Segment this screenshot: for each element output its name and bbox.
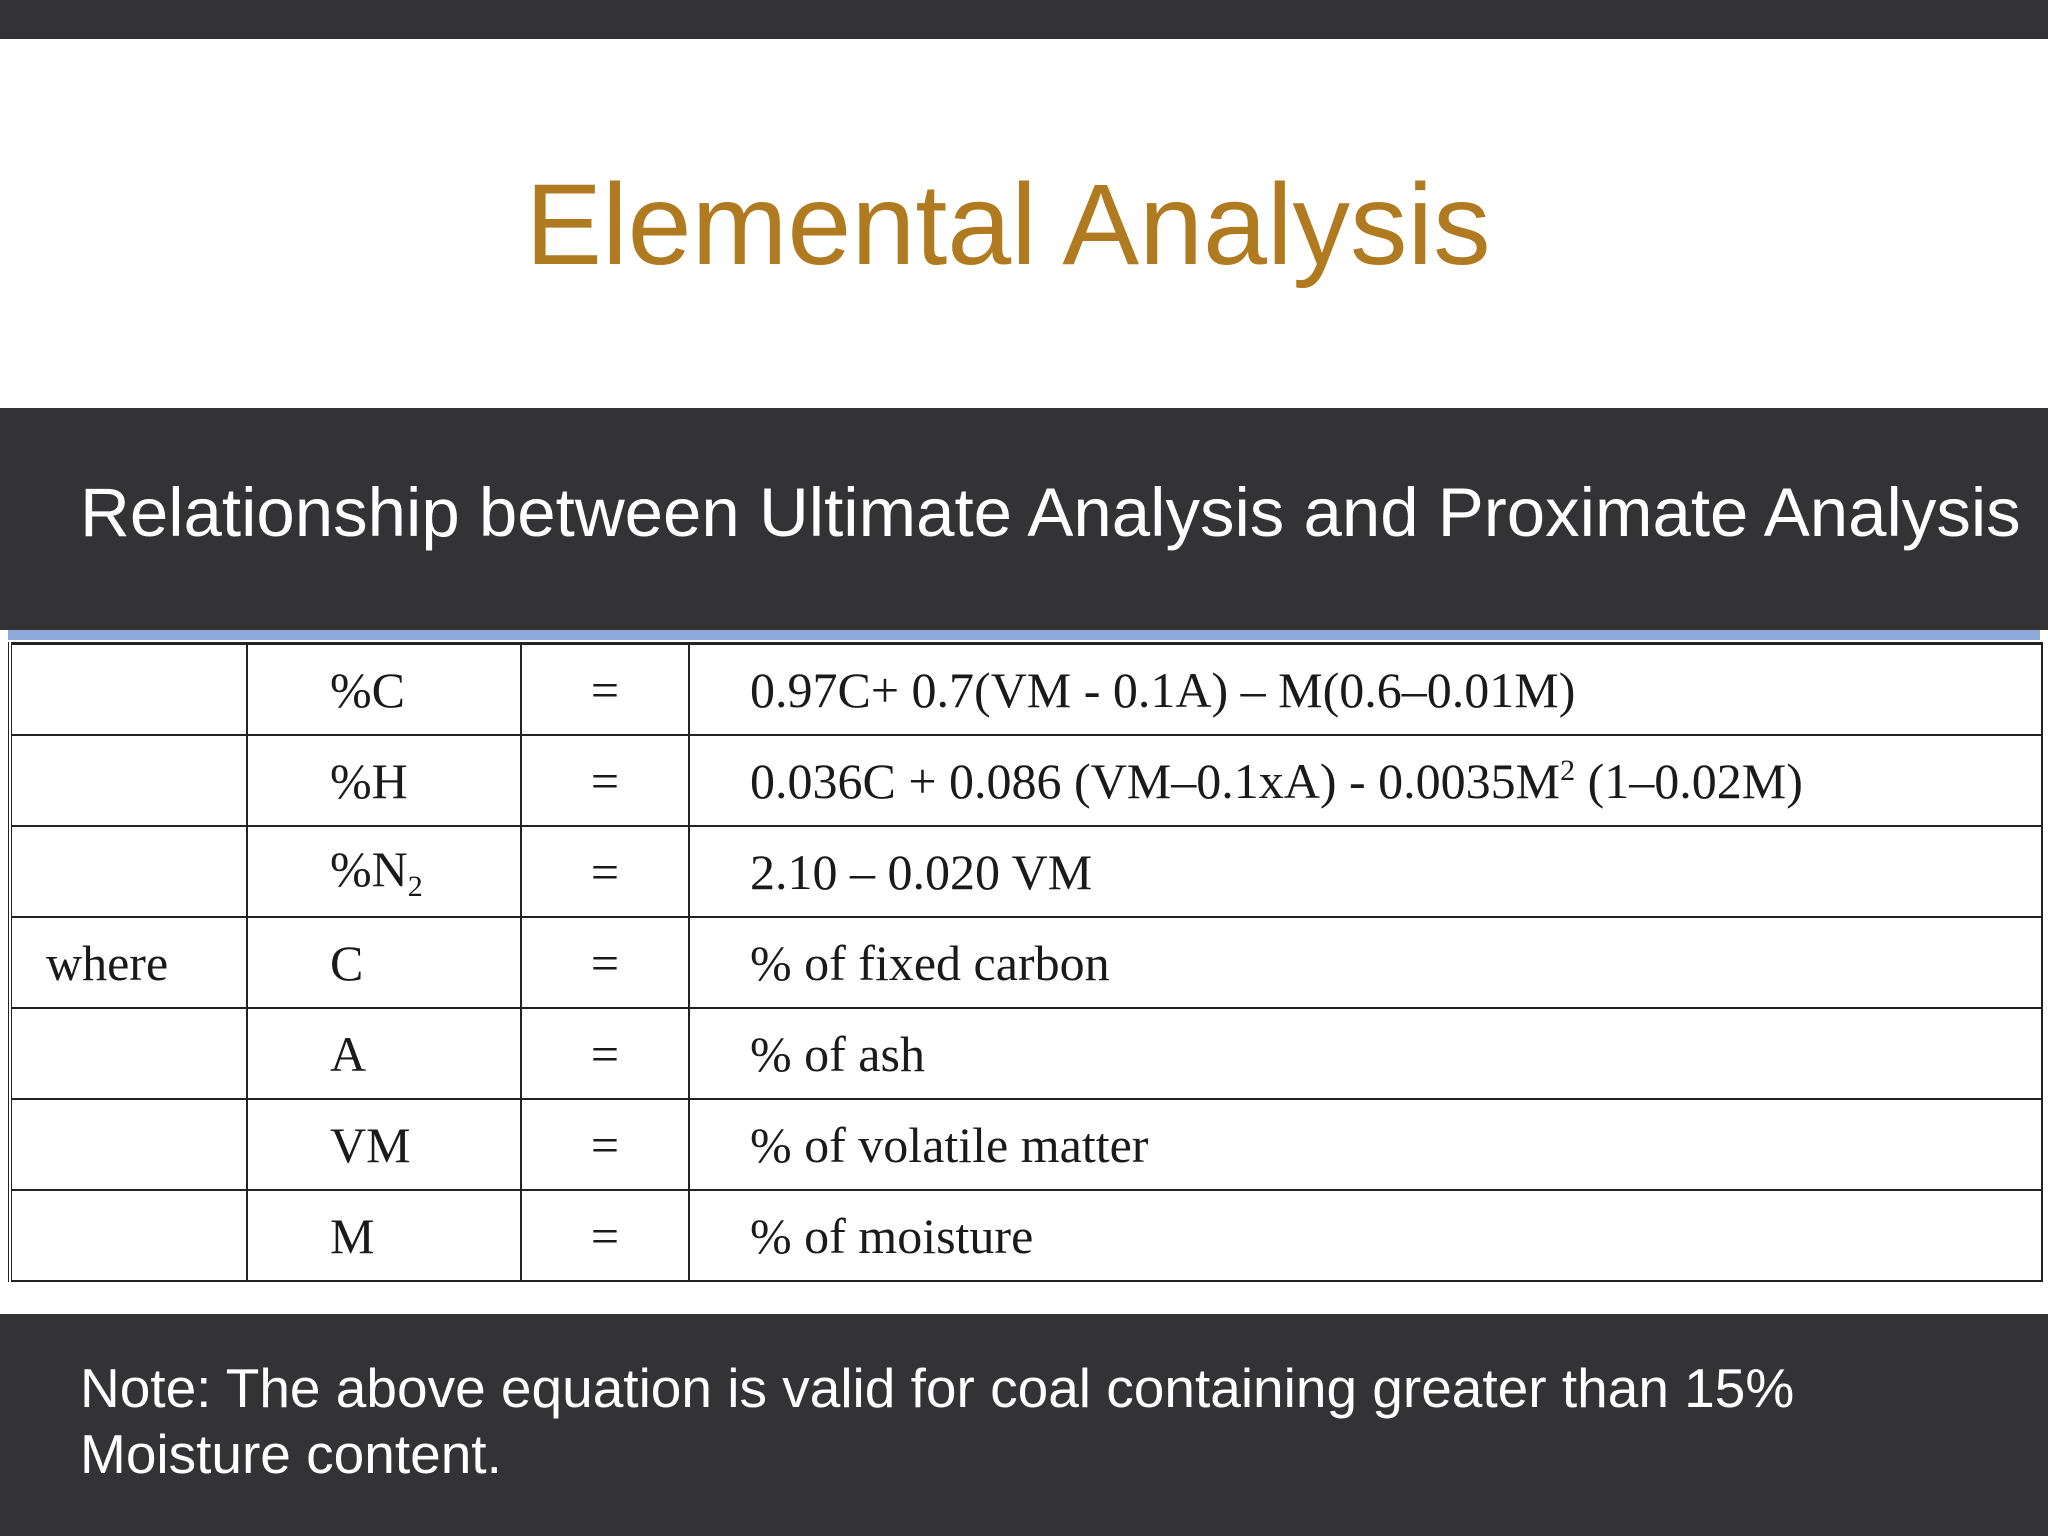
definition-cell: % of ash [689,1008,2042,1099]
definition-cell: % of volatile matter [689,1099,2042,1190]
equals-cell: = [521,1099,689,1190]
variable-cell [247,826,521,917]
table-accent-bar [8,630,2040,640]
variable-cell: VM [247,1099,521,1190]
definition-cell: % of moisture [689,1190,2042,1281]
variable-cell: %C [247,644,521,736]
row-label [10,826,247,917]
equals-cell: = [521,1008,689,1099]
table-row [10,1099,2042,1190]
expression-cell: 0.97C+ 0.7(VM - 0.1A) – M(0.6–0.01M) [689,644,2042,736]
equals-cell: = [521,644,689,736]
variable-cell: C [247,917,521,1008]
variable-cell: A [247,1008,521,1099]
table-row [10,917,2042,1008]
definition-cell: % of fixed carbon [689,917,2042,1008]
expression-text: (1–0.02M) [1575,752,1803,809]
table-row [10,1190,2042,1281]
table-row [10,1008,2042,1099]
equals-cell: = [521,735,689,826]
expression-cell [689,735,2042,826]
slide-title: Elemental Analysis [525,161,1491,289]
row-label [10,644,247,736]
variable-cell: %H [247,735,521,826]
expression-cell: 2.10 – 0.020 VM [689,826,2042,917]
slide-note [80,1355,1960,1487]
equation-table [8,642,2043,1282]
superscript: 2 [1560,753,1576,787]
equals-cell: = [521,917,689,1008]
variable-text: %N [330,840,408,897]
top-bar [0,0,2048,39]
subscript: 2 [407,869,423,903]
variable-cell: M [247,1190,521,1281]
table-row [10,735,2042,826]
note-line: Moisture content. [80,1423,502,1485]
row-label [10,1099,247,1190]
equation-table-panel [0,630,2048,1314]
expression-text: 0.036C + 0.086 (VM–0.1xA) - 0.0035M [750,752,1561,809]
slide-subtitle: Relationship between Ultimate Analysis and Proximate Analysis [80,474,2021,551]
table-row [10,644,2042,736]
row-label: where [10,917,247,1008]
row-label [10,1008,247,1099]
table-row [10,826,2042,917]
row-label [10,735,247,826]
row-label [10,1190,247,1281]
equals-cell: = [521,1190,689,1281]
equals-cell: = [521,826,689,917]
note-line: Note: The above equation is valid for coal containing greater than 15% [80,1357,1795,1419]
